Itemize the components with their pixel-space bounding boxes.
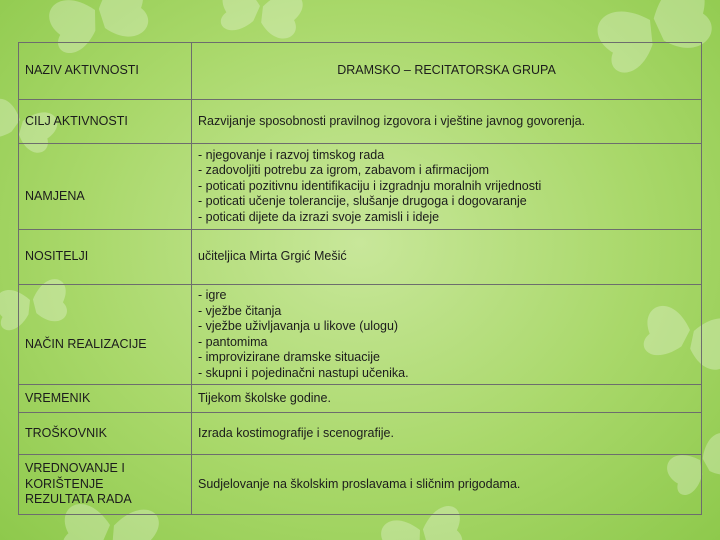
list-item: - poticati pozitivnu identifikaciju i izgradnju moralnih vrijednosti [198,178,542,193]
list-item: - poticati učenje tolerancije, slušanje drugoga i dogovaranje [198,194,527,209]
list-item: - zadovoljiti potrebu za igrom, zabavom i afirmacijom [198,163,490,178]
butterfly-icon [217,0,304,42]
list-item: - vježbe čitanja [198,303,282,318]
row-value-list [192,144,702,230]
row-value-list [192,285,702,385]
activity-table [18,42,702,515]
list-item: - improvizirane dramske situacije [198,350,381,364]
table-row [19,43,702,100]
table-row [19,285,702,385]
table-row [19,385,702,413]
row-value: Izrada kostimografije i scenografije. [192,413,702,455]
row-label: CILJ AKTIVNOSTI [19,100,192,144]
row-label: NOSITELJI [19,230,192,285]
row-value: učiteljica Mirta Grgić Mešić [192,230,702,285]
label-line: REZULTATA RADA [25,492,132,507]
label-line: VREDNOVANJE I [25,461,125,476]
list-item: - poticati dijete da izrazi svoje zamisli i ideje [198,209,440,224]
row-label: NAČIN REALIZACIJE [19,285,192,385]
row-value: DRAMSKO – RECITATORSKA GRUPA [192,43,702,100]
table-row [19,230,702,285]
activity-table-container [18,42,702,515]
table-row [19,144,702,230]
table-row [19,413,702,455]
row-label: NAZIV AKTIVNOSTI [19,43,192,100]
row-label: VREMENIK [19,385,192,413]
list-item: - njegovanje i razvoj timskog rada [198,147,385,162]
list-item: - vježbe uživljavanja u likove (ulogu) [198,319,399,333]
row-value: Sudjelovanje na školskim proslavama i sličnim prigodama. [192,455,702,515]
list-item: - igre [198,288,227,302]
row-label: NAMJENA [19,144,192,230]
table-row [19,455,702,515]
list-item: - skupni i pojedinačni nastupi učenika. [198,365,409,380]
row-label: TROŠKOVNIK [19,413,192,455]
row-label [19,455,192,515]
row-value: Razvijanje sposobnosti pravilnog izgovora i vještine javnog govorenja. [192,100,702,144]
table-row [19,100,702,144]
label-line: KORIŠTENJE [25,476,104,491]
row-value: Tijekom školske godine. [192,385,702,413]
list-item: - pantomima [198,334,268,349]
